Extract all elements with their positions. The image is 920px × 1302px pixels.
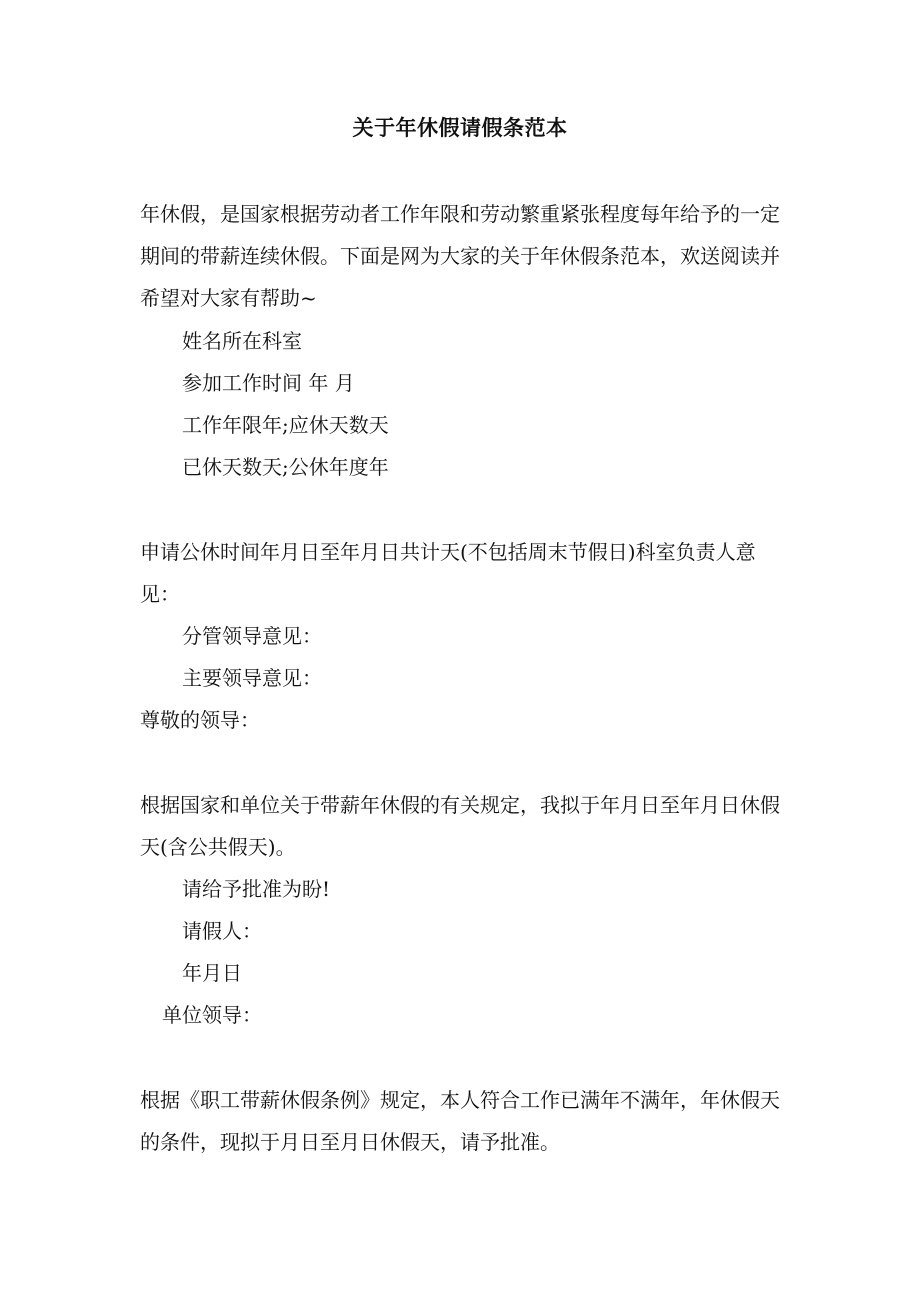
- date-label: 年月日: [182, 961, 242, 985]
- opinion-main-leader: 主要领导意见：: [182, 666, 322, 690]
- application-period-paragraph: 申请公休时间年月日至年月日共计天(不包括周末节假日)科室负责人意见：: [140, 540, 756, 606]
- form-field-work-years: 工作年限年;应休天数天: [182, 413, 389, 437]
- request-closing: 请给予批准为盼!: [182, 877, 331, 901]
- second-request-paragraph: 根据《职工带薪休假条例》规定，本人符合工作已满年不满年，年休假天的条件，现拟于月日至月日休假天，请予批准。: [140, 1088, 780, 1154]
- applicant-label: 请假人：: [182, 919, 262, 943]
- salutation: 尊敬的领导：: [140, 708, 260, 732]
- opinion-supervisor: 分管领导意见：: [182, 624, 322, 648]
- document-title: 关于年休假请假条范本: [352, 115, 568, 140]
- intro-paragraph: 年休假，是国家根据劳动者工作年限和劳动繁重紧张程度每年给予的一定期间的带薪连续休假。下面是网为大家的关于年休假条范本，欢送阅读并希望对大家有帮助~: [140, 202, 780, 310]
- form-field-work-start: 参加工作时间 年 月: [182, 371, 355, 395]
- unit-leader-label: 单位领导：: [162, 1003, 262, 1027]
- request-body-paragraph: 根据国家和单位关于带薪年休假的有关规定，我拟于年月日至年月日休假天(含公共假天)。: [140, 793, 780, 859]
- form-field-days-taken: 已休天数天;公休年度年: [182, 455, 389, 479]
- form-field-name-department: 姓名所在科室: [182, 329, 302, 353]
